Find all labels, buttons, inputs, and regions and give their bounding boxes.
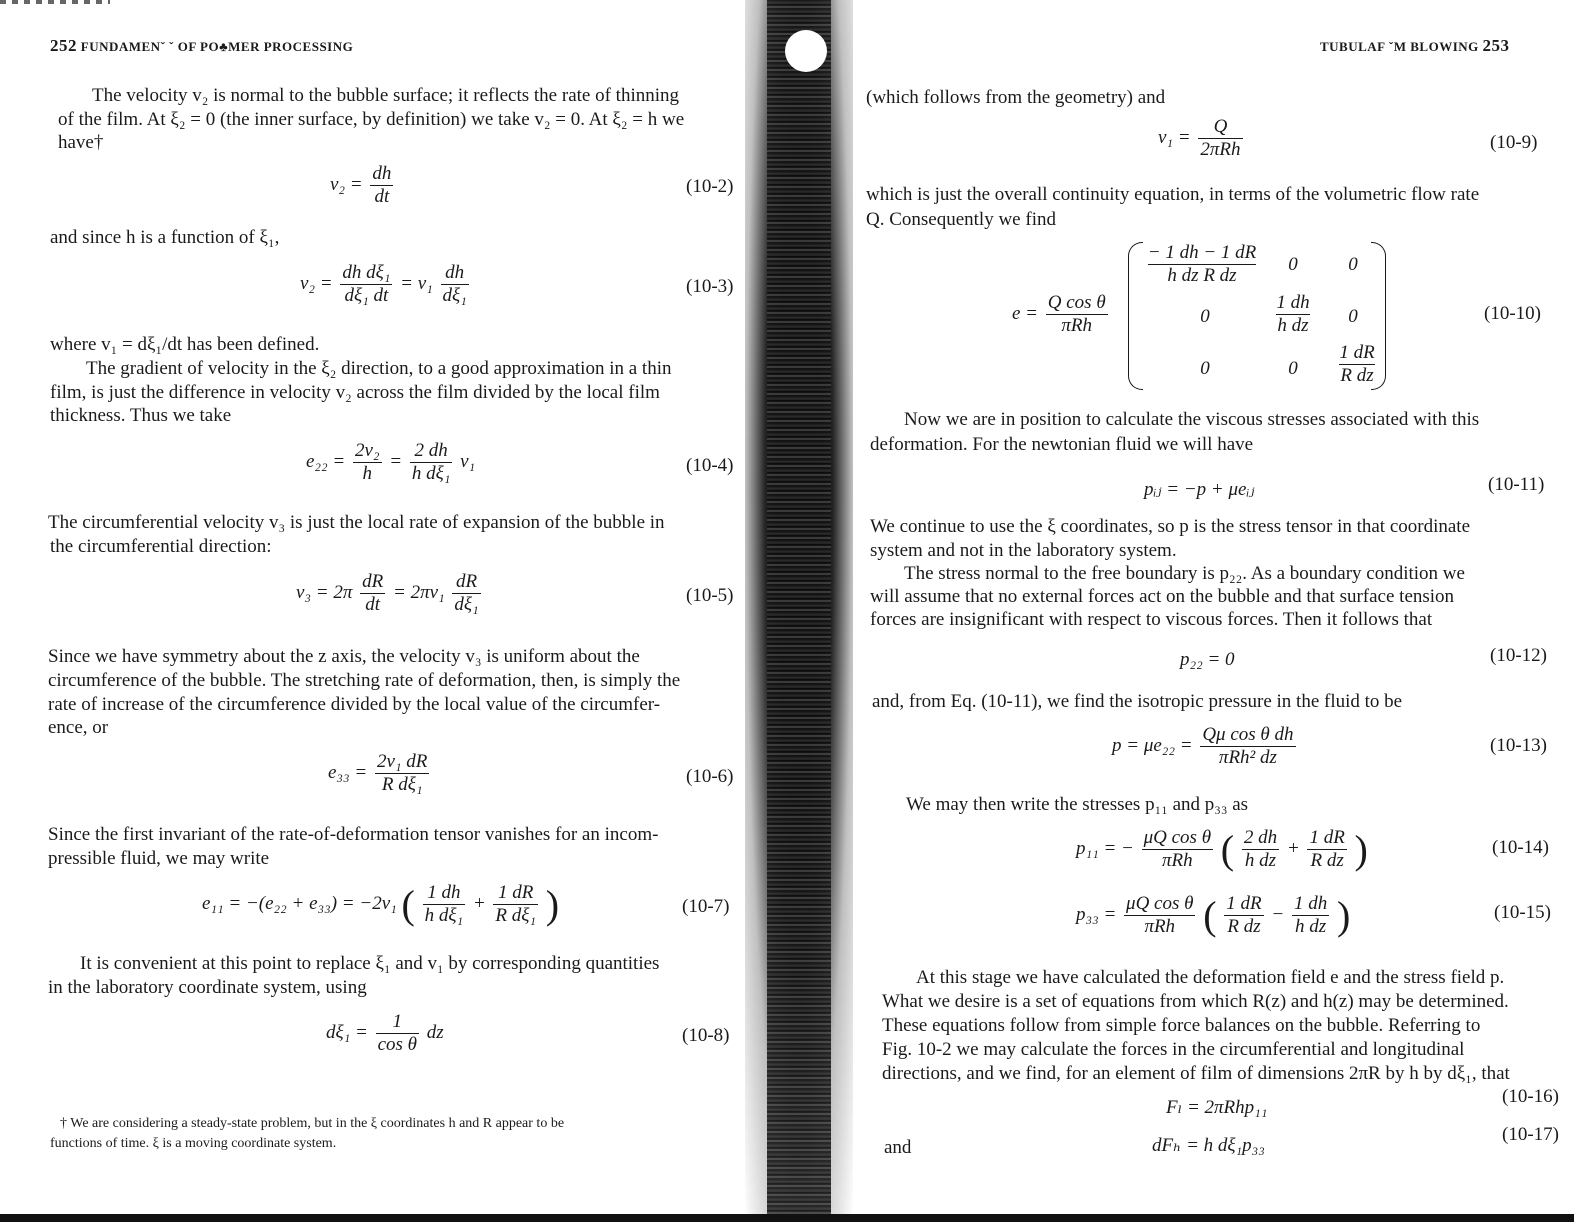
equation-10-3: [300, 262, 472, 307]
left-p5-line4: ence, or: [48, 717, 109, 738]
right-p7-line1: At this stage we have calculated the deformation field e and the stress field p.: [916, 967, 1505, 988]
equation-number: (10-14): [1492, 837, 1549, 858]
numerator: dh: [441, 262, 469, 285]
left-running-header: [50, 36, 353, 56]
cell-denominator: h dz R dz: [1167, 265, 1237, 286]
fraction: [1142, 827, 1213, 872]
matrix-cell-12: 0: [1288, 254, 1298, 275]
equation-10-17: dFₕ = h dξ₁p₃₃: [1152, 1135, 1265, 1156]
right-p3-line1: Now we are in position to calculate the viscous stresses associated with this: [904, 409, 1480, 430]
eq-tail: v₁: [460, 450, 476, 472]
left-p1-line2: of the film. At ξ₂ = 0 (the inner surface, by definition) we take v₂ = 0. At ξ₂ = h we: [58, 109, 685, 130]
numerator: dh dξ₁: [342, 262, 391, 283]
left-p5-line1: Since we have symmetry about the z axis, the velocity v₃ is uniform about the: [48, 646, 640, 667]
left-p1-line3: have†: [58, 132, 104, 153]
fraction: [423, 882, 466, 927]
left-p4-line1: The circumferential velocity v₃ is just the local rate of expansion of the bubble in: [48, 512, 665, 533]
eq-lhs: p₃₃ =: [1076, 903, 1117, 925]
equation-10-13: [1112, 724, 1299, 769]
matrix-cell-11: [1132, 242, 1272, 287]
equation-10-4: [306, 440, 475, 485]
left-p1-line1: The velocity v₂ is normal to the bubble surface; it reflects the rate of thinning: [92, 85, 679, 106]
equation-number: (10-13): [1490, 735, 1547, 756]
denominator: R dξ₁: [381, 774, 423, 795]
matrix-cell-23: 0: [1348, 306, 1358, 327]
equation-10-8: [326, 1011, 444, 1056]
book-gutter-shadow: [745, 0, 853, 1222]
right-p5: and, from Eq. (10-11), we find the isotropic pressure in the fluid to be: [872, 691, 1403, 712]
denominator: dt: [365, 594, 381, 615]
cell-numerator: 1 dh: [1276, 292, 1310, 313]
denominator: h dξ₁: [411, 463, 451, 484]
fraction: [360, 571, 385, 616]
right-paren: ): [1336, 893, 1351, 938]
left-p5-line2: circumference of the bubble. The stretching rate of deformation, then, is simply the: [48, 670, 681, 691]
equation-number: (10-10): [1484, 303, 1541, 324]
numerator: Qμ cos θ dh: [1202, 724, 1294, 745]
left-p3-line1: where v₁ = dξ₁/dt has been defined.: [50, 334, 320, 355]
eq-mid: = v₁: [400, 272, 433, 294]
numerator: dR: [452, 571, 480, 594]
left-p3-line2: The gradient of velocity in the ξ₂ direction, to a good approximation in a thin: [86, 358, 672, 379]
fraction: [1242, 827, 1279, 872]
right-p1: (which follows from the geometry) and: [866, 87, 1166, 108]
fraction: [1198, 116, 1242, 161]
numerator: 1 dh: [1293, 893, 1328, 914]
left-running-title: FUNDAMENˇ ˇ OF PO♣MER PROCESSING: [80, 39, 354, 54]
numerator: 1: [376, 1011, 419, 1034]
equation-number: (10-5): [686, 585, 734, 606]
left-p3-line3: film, is just the difference in velocity v₂ across the film divided by the local film: [50, 382, 660, 403]
equation-number: (10-11): [1488, 474, 1545, 495]
denominator: dξ₁: [442, 285, 467, 306]
left-p7-line1: It is convenient at this point to replace ξ₁ and v₁ by corresponding quantities: [80, 953, 660, 974]
equation-number: (10-3): [686, 276, 734, 297]
fraction: [452, 571, 480, 616]
right-paren: ): [545, 882, 560, 927]
eq-lhs: v₂ =: [330, 173, 363, 195]
cell-denominator: h dz: [1277, 315, 1309, 336]
denominator: h: [362, 463, 372, 484]
equation-10-16: Fₗ = 2πRhp₁₁: [1166, 1097, 1268, 1118]
equation-10-10-lhs: [1012, 292, 1111, 337]
matrix-cell-13: 0: [1348, 254, 1358, 275]
eq-lhs: dξ₁ =: [326, 1021, 368, 1043]
scan-bottom-edge: [0, 1214, 1574, 1222]
right-running-title: TUBULAF ˇM BLOWING: [1320, 39, 1479, 54]
denominator: h dz: [1244, 850, 1277, 871]
fraction: [370, 163, 393, 208]
eq-lhs: p = μe₂₂ =: [1112, 734, 1193, 756]
denominator: 2πRh: [1200, 139, 1241, 160]
eq-lhs: e₂₂ =: [306, 450, 346, 472]
right-p7-line5: directions, and we find, for an element of film of dimensions 2πR by h by dξ₁, that: [882, 1063, 1510, 1084]
equation-10-6: [328, 751, 432, 796]
eq-lhs: v₂ =: [300, 272, 333, 294]
denominator: R dz: [1227, 916, 1261, 937]
right-p7-line3: These equations follow from simple force balances on the bubble. Referring to: [882, 1015, 1481, 1036]
numerator: 2 dh: [410, 440, 453, 463]
left-paren: (: [1203, 893, 1217, 938]
eq-lhs: e =: [1012, 302, 1039, 324]
cell-numerator: 1 dR: [1339, 342, 1375, 363]
denominator: πRh² dz: [1218, 747, 1277, 768]
right-p7-line4: Fig. 10-2 we may calculate the forces in the circumferential and longitudinal: [882, 1039, 1465, 1060]
right-p2-line1: which is just the overall continuity equation, in terms of the volumetric flow rate: [866, 184, 1480, 205]
plus-sign: +: [472, 892, 486, 914]
fraction: [1046, 292, 1108, 337]
numerator: dR: [362, 571, 384, 592]
left-page-number: 252: [50, 36, 77, 55]
numerator: 2v₂: [354, 440, 380, 461]
equation-number: (10-12): [1490, 645, 1547, 666]
numerator: Q: [1198, 116, 1242, 139]
fraction: [340, 262, 392, 307]
footnote-line1: † We are considering a steady-state problem, but in the ξ coordinates h and R appear to be: [60, 1116, 565, 1131]
fraction: [1292, 893, 1329, 938]
matrix-cell-32: 0: [1288, 358, 1298, 379]
fraction: [441, 262, 469, 307]
numerator: μQ cos θ: [1143, 827, 1212, 848]
matrix-cell-21: 0: [1200, 306, 1210, 327]
right-page-number: 253: [1482, 36, 1510, 55]
numerator: μQ cos θ: [1126, 893, 1194, 914]
operator: +: [1286, 837, 1300, 859]
denominator: h dξ₁: [424, 905, 464, 926]
fraction: [410, 440, 453, 485]
equation-10-12: p₂₂ = 0: [1180, 649, 1235, 670]
footnote-line2: functions of time. ξ is a moving coordinate system.: [50, 1136, 337, 1151]
fraction: [376, 1011, 419, 1056]
right-p2-line2: Q. Consequently we find: [866, 209, 1056, 230]
denominator: dξ₁ dt: [344, 285, 389, 306]
numerator: 2v₁ dR: [376, 751, 428, 772]
denominator: dt: [374, 186, 390, 207]
left-p2: and since h is a function of ξ₁,: [50, 227, 280, 248]
equation-10-5: [296, 571, 484, 616]
fraction: [1224, 893, 1263, 938]
equation-number: (10-9): [1490, 132, 1538, 153]
left-p5-line3: rate of increase of the circumference divided by the local value of the circumfer-: [48, 694, 661, 715]
cell-numerator: − 1 dh − 1 dR: [1147, 242, 1257, 263]
left-p4-line2: the circumferential direction:: [50, 536, 272, 557]
eq-lhs: e₁₁ = −(e₂₂ + e₃₃) = −2v₁: [202, 892, 397, 914]
right-p7-line2: What we desire is a set of equations from which R(z) and h(z) may be determined.: [882, 991, 1509, 1012]
denominator: h dz: [1295, 916, 1327, 937]
operator: −: [1271, 903, 1285, 925]
denominator: dξ₁: [454, 594, 479, 615]
numerator: 2 dh: [1243, 827, 1278, 848]
right-p4-line3: The stress normal to the free boundary is p₂₂. As a boundary condition we: [904, 563, 1465, 584]
right-paren: ): [1354, 827, 1368, 872]
left-p6-line2: pressible fluid, we may write: [48, 848, 270, 869]
denominator: cos θ: [377, 1034, 417, 1055]
denominator: R dz: [1310, 850, 1344, 871]
right-running-header: [1320, 36, 1510, 56]
equation-number: (10-8): [682, 1025, 730, 1046]
equation-10-9: [1158, 116, 1246, 161]
cell-denominator: R dz: [1340, 365, 1374, 386]
equation-number: (10-15): [1494, 902, 1551, 923]
fraction: [493, 882, 538, 927]
equation-10-15: [1076, 892, 1350, 939]
left-paren: (: [1220, 827, 1235, 872]
denominator: πRh: [1061, 315, 1093, 336]
numerator: 1 dR: [493, 882, 538, 905]
equation-number: (10-17): [1502, 1124, 1559, 1145]
equation-10-14: [1076, 826, 1368, 873]
deformation-matrix: [1128, 242, 1386, 388]
eq-mid: =: [389, 450, 403, 472]
eq-lhs: v₃ = 2π: [296, 581, 353, 603]
equation-number: (10-6): [686, 766, 734, 787]
numerator: Q cos θ: [1047, 292, 1106, 313]
numerator: 1 dR: [1309, 827, 1345, 848]
fraction: [1200, 724, 1295, 769]
right-p4-line2: system and not in the laboratory system.: [870, 540, 1177, 561]
fraction: [375, 751, 429, 796]
equation-number: (10-16): [1502, 1086, 1559, 1107]
equation-10-11: pᵢⱼ = −p + μeᵢⱼ: [1144, 479, 1255, 500]
right-p3-line2: deformation. For the newtonian fluid we will have: [870, 434, 1254, 455]
right-p4-line1: We continue to use the ξ coordinates, so p is the stress tensor in that coordinate: [870, 516, 1471, 537]
fraction: [353, 440, 382, 485]
numerator: 1 dR: [1226, 893, 1262, 914]
and-label: and: [884, 1137, 912, 1158]
fraction: [1124, 893, 1195, 938]
equation-number: (10-4): [686, 455, 734, 476]
left-p7-line2: in the laboratory coordinate system, using: [48, 977, 367, 998]
right-p4-line5: forces are insignificant with respect to viscous forces. Then it follows that: [870, 609, 1433, 630]
left-p6-line1: Since the first invariant of the rate-of-deformation tensor vanishes for an incom-: [48, 824, 659, 845]
matrix-cell-33: [1332, 342, 1382, 387]
numerator: 1 dh: [423, 882, 466, 905]
left-page: [0, 0, 760, 1222]
eq-tail: dz: [426, 1021, 444, 1043]
left-paren: (: [401, 882, 415, 927]
left-p3-line4: thickness. Thus we take: [50, 405, 232, 426]
equation-10-2: [330, 163, 396, 208]
right-p4-line4: will assume that no external forces act on the bubble and that surface tension: [870, 586, 1455, 607]
equation-number: (10-7): [682, 896, 730, 917]
denominator: πRh: [1162, 850, 1193, 871]
denominator: R dξ₁: [495, 905, 536, 926]
eq-lhs: v₁ =: [1158, 126, 1191, 148]
matrix-cell-22: [1268, 292, 1318, 337]
eq-mid: = 2πv₁: [393, 581, 445, 603]
eq-lhs: p₁₁ = −: [1076, 837, 1134, 859]
fraction: [1307, 827, 1346, 872]
eq-lhs: e₃₃ =: [328, 761, 368, 783]
denominator: πRh: [1144, 916, 1176, 937]
equation-number: (10-2): [686, 176, 734, 197]
numerator: dh: [372, 163, 392, 184]
equation-10-7: [202, 881, 559, 928]
right-p6: We may then write the stresses p₁₁ and p₃₃ as: [906, 794, 1249, 815]
matrix-cell-31: 0: [1200, 358, 1210, 379]
